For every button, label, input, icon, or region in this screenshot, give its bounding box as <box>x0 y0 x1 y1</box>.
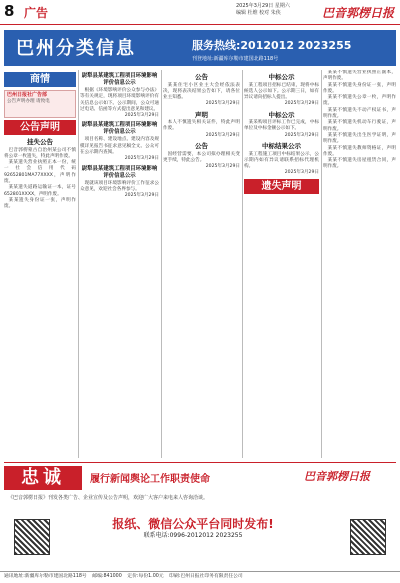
lost-item: 某某不慎遗失出生医学证明，声明作废。 <box>323 132 396 145</box>
advert-keyword: 忠诚 <box>4 466 82 490</box>
item-text: 本人不慎遗失相关证件，特此声明作废。 <box>163 120 240 132</box>
column-divider <box>78 70 79 458</box>
item-heading: 尉犁县某建筑工程项目环境影响评价信息公示 <box>81 122 158 136</box>
header-meta <box>236 3 290 17</box>
notice-paragraph: 巴音郭楞蒙古自治州某公司不慎将公章一枚遗失，特此声明作废。 <box>4 147 76 159</box>
item-date: 2025年3月29日 <box>284 170 319 176</box>
lost-item: 某某不慎遗失房屋租赁合同，声明作废。 <box>323 158 396 170</box>
qr-code-icon <box>350 519 386 555</box>
ad-text: 公告声明办理 请致电 <box>7 99 50 104</box>
item-heading: 中标结果公示 <box>262 142 301 151</box>
issue-date: 2025年3月29日 星期六 <box>236 3 290 9</box>
item-text: 某工程施工项目中标结果公示，公示期内如有异议请联系招标代理机构。 <box>244 151 319 170</box>
tag-business: 商情 <box>4 72 76 87</box>
banner-address: 刊登地址:新疆库尔勒市建国北路118号 <box>192 56 279 62</box>
column-3 <box>163 70 240 458</box>
lost-item: 某某不慎遗失身份证一张，声明作废。 <box>323 82 396 94</box>
lost-item: 某某不慎遗失公章一枚，声明作废。 <box>323 95 396 107</box>
advert-cta-box <box>64 515 322 559</box>
banner-hotline: 服务热线:2012012 2023255 <box>192 39 352 52</box>
column-5 <box>323 70 396 458</box>
page-number: 8 <box>4 2 15 20</box>
newspaper-logo: 巴音郭楞日报 <box>321 6 394 20</box>
small-ad <box>4 90 76 118</box>
item-text: 根据《环境影响评价公众参与办法》等有关规定，现将项目环境影响评价有关信息公示如下。公示期间，公众可通过电话、信函等方式提出意见和建议。 <box>80 88 159 112</box>
item-date: 2025年3月29日 <box>205 101 240 107</box>
footer-price: 定价:每份1.00元 <box>127 574 164 579</box>
tag-notice: 公告声明 <box>4 120 76 135</box>
column-divider <box>242 70 243 458</box>
item-text: 某工程项目招标已结束，现将中标候选人公示如下。公示期三日，如有异议请向招标人提出。 <box>244 82 319 101</box>
advert-slogan: 履行新闻舆论工作职责使命 <box>90 474 210 485</box>
item-heading: 中标公示 <box>268 110 295 119</box>
footer-printer: 印刷:巴州日报社印务有限责任公司 <box>169 574 243 579</box>
footer-advert <box>4 462 396 571</box>
section-title: 广告 <box>24 6 49 20</box>
column-4 <box>244 70 319 458</box>
column-1 <box>4 70 76 458</box>
ad-title: 巴州日报社广告部 <box>7 92 48 98</box>
tag-lost-notice: 遗失声明 <box>244 179 319 194</box>
item-heading: 公告 <box>195 73 208 81</box>
lost-item: 某某不慎遗失教师资格证，声明作废。 <box>323 145 396 157</box>
item-heading: 中标公示 <box>268 73 295 81</box>
item-date: 2025年3月29日 <box>124 113 159 119</box>
item-date: 2025年3月29日 <box>124 193 159 199</box>
notice-paragraph: 某某遗失道路运输证一本，证号652801XXXX，声明作废。 <box>4 185 76 197</box>
banner-title: 巴州分类信息 <box>16 38 136 59</box>
footer-postcode: 邮编:841000 <box>92 574 122 579</box>
item-heading: 尉犁县某建筑工程项目环境影响评价信息公示 <box>81 165 158 179</box>
item-text: 某某住宅小区业主大会经依法表决，现将表决结果公告如下，请各位业主知悉。 <box>163 82 240 101</box>
advert-logo: 巴音郭楞日报 <box>304 470 370 483</box>
qr-code-icon <box>14 519 50 555</box>
advert-description: 《巴音郭楞日报》刊发各类广告、企业宣传及公告声明，欢迎广大客户来电来人咨询洽谈。 <box>8 495 209 501</box>
footer-address: 通讯地址:新疆库尔勒市建国北路118号 <box>4 574 87 579</box>
item-date: 2025年3月29日 <box>284 132 319 138</box>
advert-cta: 报纸、微信公众平台同时发布! <box>112 517 274 531</box>
classified-banner <box>4 30 396 66</box>
lost-item: 某某不慎遗失营业执照正副本，声明作废。 <box>323 70 396 82</box>
item-text: 某采购项目评标工作已完成，中标单位及中标金额公示如下。 <box>244 120 319 132</box>
notice-heading: 挂失公告 <box>27 138 53 146</box>
page-footer <box>0 571 400 583</box>
item-heading: 尉犁县某建筑工程项目环境影响评价信息公示 <box>81 73 158 86</box>
item-heading: 公告 <box>195 142 208 151</box>
item-date: 2025年3月29日 <box>205 164 240 170</box>
lost-item: 某某不慎遗失机动车行驶证，声明作废。 <box>323 120 396 132</box>
notice-paragraph: 某某遗失营业执照正本一份，统一社会信用代码92652801MA77XXXX，声明作废。 <box>4 160 76 184</box>
item-text: 项目名称、建设地点、建设内容及规模详见报告书征求意见稿全文。公众可在公示期内查阅。 <box>80 137 159 156</box>
column-2 <box>80 70 159 458</box>
item-date: 2025年3月29日 <box>205 132 240 138</box>
column-divider <box>161 70 162 458</box>
page-header <box>0 0 400 25</box>
advert-phones: 联系电话:0996-2012012 2023255 <box>143 532 243 539</box>
notice-paragraph: 某某遗失身份证一张，声明作废。 <box>4 197 76 210</box>
item-date: 2025年3月29日 <box>124 156 159 162</box>
item-text: 现就该项目环境影响评价工作征求公众意见，欢迎社会各界参与。 <box>80 180 159 192</box>
item-text: 因经营需要，本公司拟办理相关变更手续，特此公告。 <box>163 151 240 163</box>
lost-item: 某某不慎遗失不动产权证书，声明作废。 <box>323 107 396 120</box>
editors: 编辑 杜维 校对 朱侠 <box>236 10 281 16</box>
item-date: 2025年3月29日 <box>284 101 319 107</box>
item-heading: 声明 <box>195 110 208 119</box>
column-divider <box>321 70 322 458</box>
